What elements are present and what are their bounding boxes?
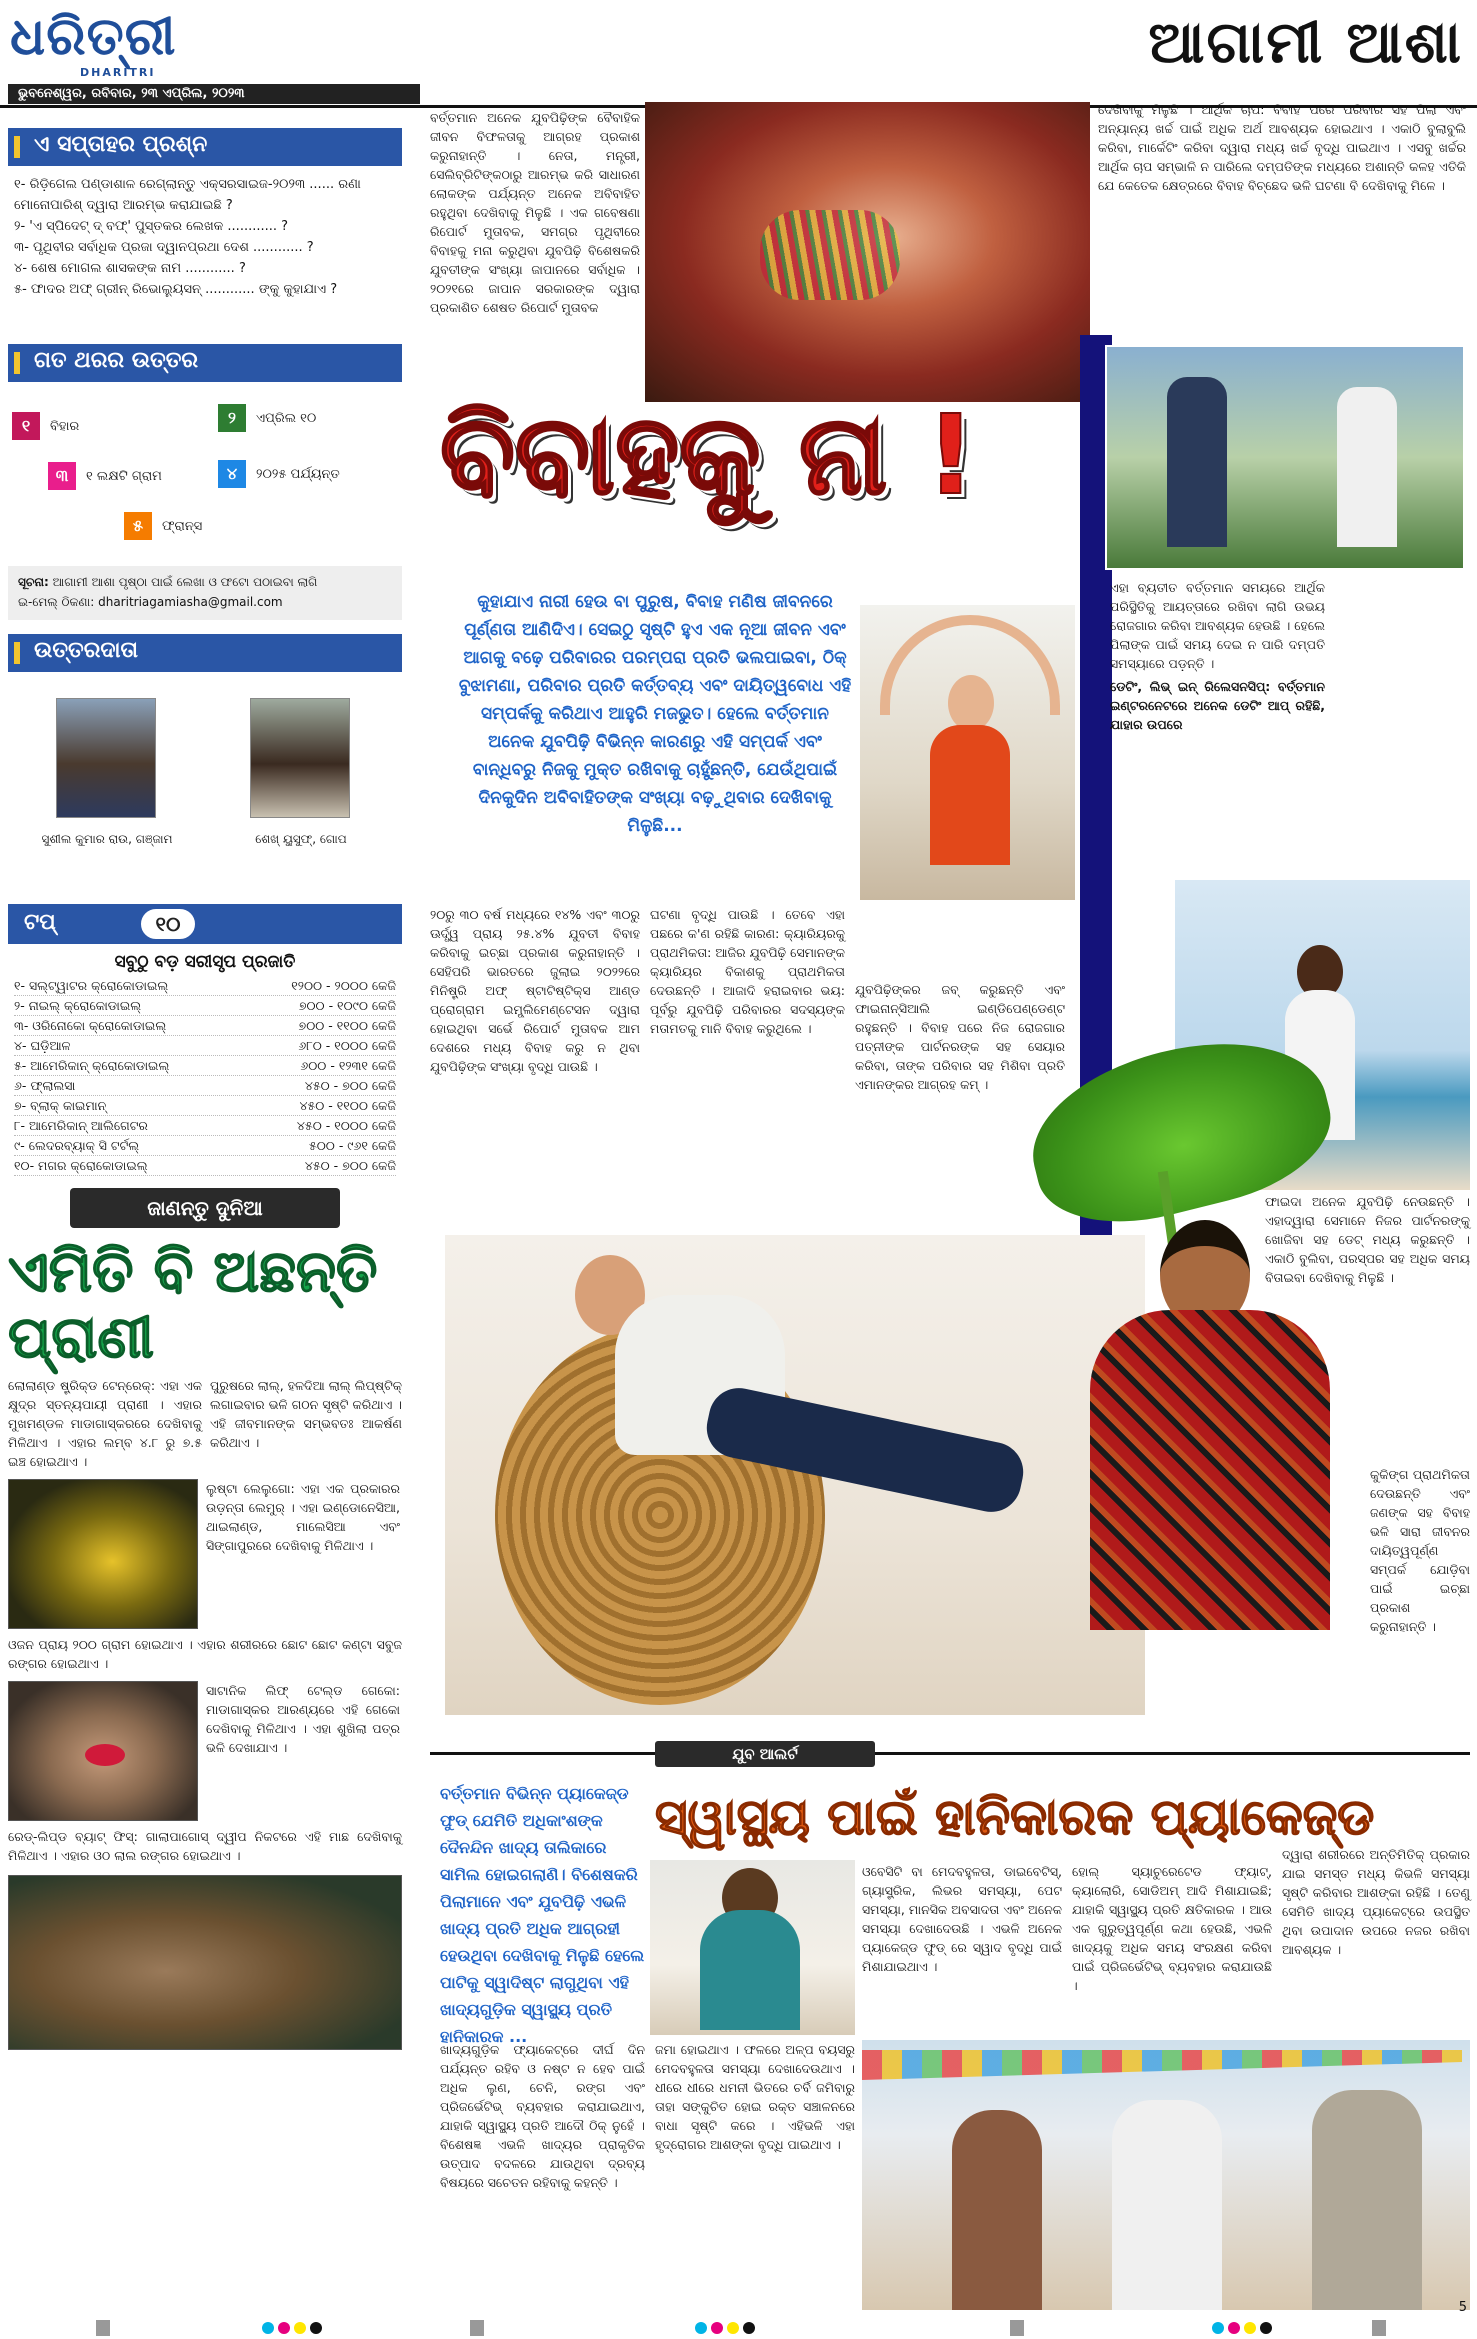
- article-paragraph: ସାଟାନିକ ଲିଫ୍ ଟେଲ୍ଡ ଗେକୋ: ମାଡାଗାସ୍କର ଆରଣ୍ୟରେ ଏହି ଗେକୋ ଦେଖିବାକୁ ମିଳିଥାଏ । ଏହା ଶୁଖିଲା ପତ୍ର ଭଳି ଦେଖାଯାଏ ।: [206, 1683, 400, 1755]
- figure-head: [948, 675, 994, 731]
- notice-text: ଆଗାମୀ ଆଶା ପୃଷ୍ଠା ପାଇଁ ଲେଖା ଓ ଫଟୋ ପଠାଇବା ଲାଗି: [52, 575, 318, 589]
- question: ମୋନୋପାରିଶ୍ ଦ୍ୱାରା ଆରମ୍ଭ କରାଯାଇଛି ?: [14, 198, 233, 213]
- quiz-header: [8, 128, 402, 166]
- article-paragraph: ଲୁଷ୍ଟା ଲେଲୁଗୋ: ଏହା ଏକ ପ୍ରକାରର ଉଡ଼ନ୍ତା ଲେମୁର୍ । ଏହା ଇଣ୍ଡୋନେସିଆ, ଥାଇଲାଣ୍ଡ, ମାଲେସିଆ ଏବଂ ସିଙ୍ଗାପୁରରେ ଦେଖିବାକୁ ମିଳିଥାଏ ।: [206, 1481, 400, 1553]
- list-item: [14, 1076, 396, 1096]
- item-name: ୨- ନାଇଲ୍ କ୍ରୋକୋଡାଇଲ୍: [14, 998, 142, 1013]
- animals-row-2: [8, 1479, 402, 1629]
- cheering-man-photo: [860, 605, 1075, 900]
- item-value: ୭୦୦ - ୧୦୯୦ କେଜି: [298, 998, 396, 1013]
- logo-subtext: DHARITRI: [80, 66, 156, 79]
- article-paragraph: ଫାଇଦା ଅନେକ ଯୁବପିଢ଼ି ନେଉଛନ୍ତି । ଏହାଦ୍ୱାରା ସେମାନେ ନିଜର ପାର୍ଟନରଙ୍କୁ ଖୋଜିବା ସହ ଡେଟ୍ ମଧ୍ୟ କରୁଛନ୍ତି । ଏକାଠି ବୁଲିବା, ପରସ୍ପର ସହ ଅଧିକ ସମୟ ବିତାଇବା ଦେଖିବାକୁ ମିଳୁଛି ।: [1265, 1194, 1470, 1285]
- list-item: [14, 1116, 396, 1136]
- registration-mark: [96, 2320, 110, 2336]
- answer-text: ଫ୍ରାନ୍ସ: [162, 518, 203, 534]
- item-name: ୩- ଓରିନୋକୋ କ୍ରୋକୋଡାଇଲ୍: [14, 1018, 167, 1033]
- masthead: [0, 0, 1477, 108]
- batfish-photo: [8, 1681, 198, 1821]
- color-registration-dots: [262, 2322, 322, 2334]
- color-registration-dots: [695, 2322, 755, 2334]
- person-figure: [1112, 2100, 1222, 2310]
- person-figure: [1337, 387, 1397, 547]
- list-item: [14, 1156, 396, 1176]
- responder-name: ଶେଖ୍ ୟୁସୁଫ୍, ଗୋପ: [255, 832, 347, 846]
- top10-label: ଟପ୍: [24, 910, 56, 935]
- woman-leaf-photo: [1030, 1050, 1420, 1630]
- item-value: ୪୫୦ - ୭୦୦ କେଜି: [304, 1078, 396, 1093]
- answer-number: ୨: [218, 404, 246, 432]
- quiz-questions: [8, 166, 402, 344]
- section-divider: [430, 1752, 1470, 1755]
- item-value: ୪୫୦ - ୧୧୦୦ କେଜି: [299, 1098, 396, 1113]
- paragraph-subhead: ଡେଟିଂ, ଲିଭ୍ ଇନ୍ ରିଲେସନସିପ୍: ବର୍ତ୍ତମାନ ଇଣ୍ଟରନେଟରେ ଅନେକ ଡେଟିଂ ଆପ୍ ରହିଛି, ଯାହାର ଉପରେ: [1110, 679, 1325, 732]
- item-value: ୭୦୦ - ୧୧୦୦ କେଜି: [298, 1018, 396, 1033]
- article-paragraph: ୨୦ରୁ ୩୦ ବର୍ଷ ମଧ୍ୟରେ ୧୪% ଏବଂ ୩୦ରୁ ଊର୍ଦ୍ଧ୍ୱ ପ୍ରାୟ ୨୫.୪% ଯୁବତୀ ବିବାହ କରିବାକୁ ଇଚ୍ଛା ପ୍ରକାଶ କରୁନାହାନ୍ତି । ସେହିପରି ଭାରତରେ ଜୁଲାଇ ୨୦୨୨ରେ ମିନିଷ୍ଟ୍ରି ଅଫ୍ ଷ୍ଟାଟିଷ୍ଟିକ୍ସ ଆଣ୍ଡ ପ୍ରୋଗ୍ରାମ ଇମ୍ପ୍ଲିମେଣ୍ଟେସନ ଦ୍ୱାରା ହୋଇଥିବା ସର୍ଭେ ରିପୋର୍ଟ ମୁତାବକ ଆମ ଦେଶରେ ମଧ୍ୟ ବିବାହ କରୁ ନ ଥିବା ଯୁବପିଢ଼ିଙ୍କ ସଂଖ୍ୟା ବୃଦ୍ଧି ପାଉଛି ।: [430, 907, 640, 1074]
- girl-phone-photo: [650, 1860, 855, 2035]
- item-name: ୭- ବ୍ଲାକ୍ କାଇମାନ୍: [14, 1098, 107, 1113]
- article-paragraph: ଯୁବପିଢ଼ିଙ୍କର ଜବ୍ କରୁଛନ୍ତି ଏବଂ ଫାଇନାନ୍ସିଆଲି ଇଣ୍ଡିପେଣ୍ଡେଣ୍ଟ ରହୁଛନ୍ତି । ବିବାହ ପରେ ନିଜ ରୋଜଗାର ପତ୍ନୀଙ୍କ ପାର୍ଟନରଙ୍କ ସହ ସେୟାର କରିବା, ତାଙ୍କ ପରିବାର ସହ ମିଶିବା ପ୍ରତି ଏମାନଙ୍କର ଆଗ୍ରହ କମ୍ ।: [855, 982, 1065, 1092]
- item-value: ୬୮୦ - ୧୦୦୦ କେଜି: [298, 1038, 396, 1053]
- leaf-umbrella: [1015, 1016, 1345, 1244]
- list-item: [14, 1036, 396, 1056]
- notice-email[interactable]: ଇ-ମେଲ୍ ଠିକଣା: dharitriagamiasha@gmail.com: [18, 595, 283, 609]
- article-paragraph: ଲୋଲାଣ୍ଡ ଷ୍ଟ୍ରିକ୍ଡ ଟେନ୍ରେକ୍: ଏହା ଏକ କ୍ଷୁଦ୍ର ସ୍ତନ୍ୟପାୟୀ ପ୍ରାଣୀ । ଏହାର ମୁଖମଣ୍ଡଳ ମାଡାଗାସ୍କରରେ ଦେଖିବାକୁ ମିଳିଥାଏ । ଏହାର ଲମ୍ବ ୪.୮ ରୁ ୭.୫ ଇଞ୍ଚ ହୋଇଥାଏ ।: [8, 1378, 202, 1469]
- item-name: ୧- ସଲ୍ଟ୍‌ୱାଟର କ୍ରୋକୋଡାଇଲ୍: [14, 978, 169, 993]
- responders-title: ଉତ୍ତରଦାତା: [34, 638, 139, 663]
- article-paragraph: ଖାଦ୍ୟଗୁଡ଼ିକ ଫ୍ୟାକେଟ୍‌ରେ ଦୀର୍ଘ ଦିନ ପର୍ଯ୍ୟନ୍ତ ରହିବ ଓ ନଷ୍ଟ ନ ହେବ ପାଇଁ ଅଧିକ ଲୁଣ, ଚେନି, ରଙ୍ଗ ଏବଂ ପ୍ରିଜର୍ଭେଟିଭ୍ ବ୍ୟବହାର କରାଯାଇଥାଏ, ଯାହାକି ସ୍ୱାସ୍ଥ୍ୟ ପ୍ରତି ଆଦୌ ଠିକ୍ ନୁହେଁ । ବିଶେଷଜ୍ଞ ଏଭଳି ଖାଦ୍ୟର ପ୍ରାକୃତିକ ଉତ୍ପାଦ ବଦଳରେ ଯାଉଥିବା ଦ୍ରବ୍ୟ ବିଷୟରେ ସଚେତନ ରହିବାକୁ କହନ୍ତି ।: [440, 2042, 645, 2190]
- logo-text: ଧରିତ୍ରୀ: [10, 7, 177, 67]
- item-name: ୬- ଫ୍ଲାଲସା: [14, 1078, 76, 1093]
- registration-mark: [1010, 2320, 1024, 2336]
- answer-text: ବିହାର: [50, 418, 80, 434]
- answer-text: ୧ ଲକ୍ଷଟି ଗ୍ରାମ: [86, 468, 162, 484]
- question: ୪- ଶେଷ ମୋଗଲ ଶାସକଙ୍କ ନାମ ............ ?: [14, 261, 246, 276]
- question: ୨- 'ଏ ସ୍ପିଦେଟ୍ ଦ୍ ବଫ୍' ପୁସ୍ତକର ଲେଖକ ............ ?: [14, 219, 289, 234]
- page-number: 5: [1458, 2300, 1467, 2315]
- animals-row-1: [8, 1376, 402, 1471]
- answers-title: ଗତ ଥରର ଉତ୍ତର: [34, 348, 199, 373]
- figure-body: [1090, 1310, 1330, 1630]
- section-tag: ଯୁବ ଆଲର୍ଟ: [655, 1741, 875, 1767]
- list-item: [14, 1056, 396, 1076]
- answer-text: ୨୦୨୫ ପର୍ଯ୍ୟନ୍ତ: [256, 466, 340, 482]
- couple-phones-photo: [1105, 345, 1465, 570]
- answer-item: [124, 512, 202, 540]
- item-name: ୪- ଘଡ଼ିଆଳ: [14, 1038, 71, 1053]
- answer-item: [218, 460, 340, 488]
- figure-body: [930, 725, 1010, 865]
- bunting-flags: [862, 2050, 1462, 2080]
- item-value: ୪୫୦ - ୭୦୦ କେଜି: [304, 1158, 396, 1173]
- lead-text: ବର୍ତ୍ତମାନ ଅନେକ ଯୁବପିଢ଼ିଙ୍କ ବୈବାହିକ ଜୀବନ ବିଫଳତାକୁ ଆଗ୍ରହ ପ୍ରକାଶ କରୁନାହାନ୍ତି । ନେତା, ମନ୍ତ୍ରୀ, ସେଲିବ୍ରିଟିଙ୍କଠାରୁ ଆରମ୍ଭ କରି ସାଧାରଣ ଲୋକଙ୍କ ପର୍ଯ୍ୟନ୍ତ ଅନେକ ଅବିବାହିତ ରହୁଥିବା ଦେଖିବାକୁ ମିଳୁଛି । ଏକ ଗବେଷଣା ରିପୋର୍ଟ ମୁତାବକ, ସମଗ୍ର ପୃଥିବୀରେ ବିବାହକୁ ମନା କରୁଥିବା ଯୁବପିଢ଼ି ବିଶେଷକରି ଯୁବତୀଙ୍କ ସଂଖ୍ୟା ଜାପାନରେ ସର୍ବାଧିକ । ୨୦୨୧ରେ ଜାପାନ ସରକାରଙ୍କ ଦ୍ୱାରା ପ୍ରକାଶିତ ଶେଷତ ରିପୋର୍ଟ ମୁତାବକ: [430, 110, 640, 315]
- notice-box: [8, 566, 402, 620]
- person-figure: [952, 2110, 1042, 2310]
- feature-blurb: କୁହାଯାଏ ନାରୀ ହେଉ ବା ପୁରୁଷ, ବିବାହ ମଣିଷ ଜୀବନରେ ପୂର୍ଣ୍ଣତା ଆଣିଦିଏ। ସେଇଠୁ ସୃଷ୍ଟି ହୁଏ ଏକ ନୂଆ ଜୀବନ ଏବଂ ଆଗକୁ ବଢ଼େ ପରିବାରର ପରମ୍ପରା ପ୍ରତି ଭଲପାଇବା, ଠିକ୍ ବୁଝାମଣା, ପରିବାର ପ୍ରତି କର୍ତ୍ତବ୍ୟ ଏବଂ ଦାୟିତ୍ୱବୋଧ ଏହି ସମ୍ପର୍କକୁ କରିଥାଏ ଆହୁରି ମଜଭୁତ। ହେଲେ ବର୍ତ୍ତମାନ ଅନେକ ଯୁବପିଢ଼ି ବିଭିନ୍ନ କାରଣରୁ ଏହି ସମ୍ପର୍କ ଏବଂ ବାନ୍ଧିବରୁ ନିଜକୁ ମୁକ୍ତ ରଖିବାକୁ ଚାହୁଁଛନ୍ତି, ଯେଉଁଥିପାଇଁ ଦିନକୁଦିନ ଅବିବାହିତଙ୍କ ସଂଖ୍ୟା ବଢ଼ୁଥିବାର ଦେଖିବାକୁ ମିଳୁଛି...: [458, 592, 852, 836]
- pizza-friends-photo: [862, 2040, 1470, 2310]
- section-title: ଆଗାମୀ ଆଶା: [1148, 8, 1463, 76]
- top10-subtitle: ସବୁଠୁ ବଡ଼ ସରୀସୃପ ପ୍ରଜାତି: [114, 952, 296, 972]
- registration-mark: [470, 2320, 484, 2336]
- animals-headline: ଏମିତି ବି ଅଛନ୍ତି ପ୍ରାଣୀ: [8, 1237, 378, 1371]
- answer-number: ୧: [12, 412, 40, 440]
- lead-paragraph: [430, 108, 640, 317]
- question: ୧- ରିଡ଼ିଗେଲ ପଣ୍ଡାଶାଳ ରେଗ୍ଲାନ୍ତୁ ଏକ୍ସରସାଇଜ-୨୦୨୩ ...... ରଣା: [14, 177, 361, 192]
- food-headline: ସ୍ୱାସ୍ଥ୍ୟ ପାଇଁ ହାନିକାରକ ପ୍ୟାକେଜ୍ଡ: [655, 1788, 1375, 1846]
- question: ୩- ପୃଥିବୀର ସର୍ବାଧିକ ପ୍ରଜା ଦ୍ୱାନପ୍ରଥା ଦେଶ ............ ?: [14, 240, 314, 255]
- gecko-photo: [8, 1875, 402, 2050]
- responders-header: [8, 634, 402, 672]
- food-blurb: ବର୍ତ୍ତମାନ ବିଭିନ୍ନ ପ୍ୟାକେଜ୍ଡ ଫୁଡ୍ ଯେମିତି ଅଧିକାଂଶଙ୍କ ଦୈନନ୍ଦିନ ଖାଦ୍ୟ ତାଲିକାରେ ସାମିଲ ହୋଇଗଲାଣି। ବିଶେଷକରି ପିଲାମାନେ ଏବଂ ଯୁବପିଢ଼ି ଏଭଳି ଖାଦ୍ୟ ପ୍ରତି ଅଧିକ ଆଗ୍ରହୀ ହେଉଥିବା ଦେଖିବାକୁ ମିଳୁଛି ହେଲେ ପାଟିକୁ ସ୍ୱାଦିଷ୍ଟ ଲାଗୁଥିବା ଏହି ଖାଦ୍ୟଗୁଡ଼ିକ ସ୍ୱାସ୍ଥ୍ୟ ପ୍ରତି ହାନିକାରକ ...: [440, 1784, 645, 2046]
- left-column: [8, 128, 402, 2278]
- quiz-title: ଏ ସପ୍ତାହର ପ୍ରଶ୍ନ: [34, 132, 208, 157]
- responder-photo: [250, 698, 350, 818]
- responder-name: ସୁଶୀଲ କୁମାର ରାଉ, ଗଞ୍ଜାମ: [41, 832, 173, 846]
- article-paragraph: ଘଟଣା ବୃଦ୍ଧି ପାଉଛି । ତେବେ ଏହା ପଛରେ କ'ଣ ରହିଛି କାରଣ: କ୍ୟାରିୟରକୁ ପ୍ରାଥମିକତା: ଆଜିର ଯୁବପିଢ଼ି ସେମାନଙ୍କ କ୍ୟାରିୟର ବିକାଶକୁ ପ୍ରାଥମିକତା ଦେଉଛନ୍ତି । ଆଜାଦି ହରାଇବାର ଭୟ: ପୂର୍ବରୁ ଯୁବପିଢ଼ି ପରିବାରର ସଦସ୍ୟଙ୍କ ମତାମତକୁ ମାନି ବିବାହ କରୁଥିଲେ ।: [650, 907, 845, 1036]
- answer-text: ଏପ୍ରିଲ ୧୦: [256, 410, 317, 426]
- list-item: [14, 1136, 396, 1156]
- list-item: [14, 996, 396, 1016]
- top10-number: ୧୦: [138, 906, 198, 942]
- section-banner: ଜାଣନ୍ତୁ ଦୁନିଆ: [70, 1188, 340, 1228]
- item-value: ୧୨୦୦ - ୨୦୦୦ କେଜି: [291, 978, 396, 993]
- top10-header: [8, 904, 402, 944]
- article-paragraph: ପୁରୁଷରେ ଲାଲ୍, ହଳଦିଆ ଲାଲ୍ ଲିପ୍‌ଷ୍ଟିକ୍ ଲଗାଇବାର ଭଳି ଗଠନ ସୃଷ୍ଟି କରିଥାଏ । ଏହି ଜୀବମାନଙ୍କ ସମ୍ଭବତଃ ଆକର୍ଷଣ କରିଥାଏ ।: [210, 1378, 402, 1450]
- animals-row-3: [8, 1681, 402, 1821]
- dateline: ଭୁବନେଶ୍ୱର, ରବିବାର, ୨୩ ଏପ୍ରିଲ, ୨୦୨୩: [8, 84, 420, 104]
- article-paragraph: ରେଡ୍-ଲିପ୍ଡ ବ୍ୟାଟ୍ ଫିସ୍: ଗାଲାପାଗୋସ୍ ଦ୍ୱୀପ ନିକଟରେ ଏହି ମାଛ ଦେଖିବାକୁ ମିଳିଥାଏ । ଏହାର ଓଠ ଲାଲ ରଙ୍ଗର ହୋଇଥାଏ ।: [8, 1829, 402, 1863]
- top10-list: [8, 976, 402, 1176]
- answer-number: ୫: [124, 512, 152, 540]
- article-paragraph: ଓବେସିଟି ବା ମେଦବହୁଳତା, ଡାଇବେଟିସ୍, ଗ୍ୟାସ୍ଟ୍ରିକ, ଲିଭର ସମସ୍ୟା, ପେଟ ସମସ୍ୟା, ମାନସିକ ଅବସାଦତା ଏବଂ ଅନେକ ସମସ୍ୟା ଦେଖାଦେଉଛି । ଏଭଳି ଅନେକ ପ୍ୟାକେଜ୍ଡ ଫୁଡ୍ ରେ ସ୍ୱାଦ ବୃଦ୍ଧି ପାଇଁ ମିଶାଯାଇଥାଏ ।: [862, 1864, 1062, 1974]
- responder-photo: [56, 698, 156, 818]
- article-paragraph: ହୋଲ୍ ସ୍ୟାଚୁରେଟେଡ ଫ୍ୟାଟ୍, କ୍ୟାଲୋରି, ସୋଡିଅମ୍ ଆଦି ମିଶାଯାଇଛି; ଯାହାକି ସ୍ୱାସ୍ଥ୍ୟ ପ୍ରତି କ୍ଷତିକାରକ । ଆଉ ଏକ ଗୁରୁତ୍ୱପୂର୍ଣ୍ଣ କଥା ହେଉଛି, ଏଭଳି ଖାଦ୍ୟକୁ ଅଧିକ ସମୟ ସଂରକ୍ଷଣ କରିବା ପାଇଁ ପ୍ରିଜର୍ଭେଟିଭ୍ ବ୍ୟବହାର କରାଯାଉଛି ।: [1072, 1864, 1272, 1993]
- registration-mark: [1372, 2320, 1386, 2336]
- list-item: [14, 1016, 396, 1036]
- answer-item: [48, 462, 162, 490]
- person-figure: [1167, 377, 1227, 547]
- person-figure: [1312, 2090, 1422, 2310]
- list-item: [14, 1096, 396, 1116]
- tenrec-photo: [8, 1479, 198, 1629]
- list-item: [14, 976, 396, 996]
- item-name: ୧୦- ମଗର କ୍ରୋକୋଡାଇଲ୍: [14, 1158, 148, 1173]
- wedding-hands-photo: [645, 102, 1090, 402]
- article-paragraph: ଦ୍ୱାରା ଶରୀରରେ ଅନ୍ତିମିତିକ୍ ପ୍ରକାର ଯାଇ ସମସ୍ତ ମଧ୍ୟ କିଭଳି ସମସ୍ୟା ସୃଷ୍ଟି କରିବାର ଆଶଙ୍କା ରହିଛି । ତେଣୁ ସେମିତି ଖାଦ୍ୟ ପ୍ୟାକେଟ୍‌ରେ ଉପସ୍ଥିତ ଥିବା ଉପାଦାନ ଉପରେ ନଜର ରଖିବା ଆବଶ୍ୟକ ।: [1282, 1847, 1470, 1957]
- notice-label: ସୂଚନା:: [18, 575, 49, 589]
- article-paragraph: ଓଜନ ପ୍ରାୟ ୨୦୦ ଗ୍ରାମ ହୋଇଥାଏ । ଏହାର ଶରୀରରେ ଛୋଟ ଛୋଟ କଣ୍ଟା ସବୁଜ ରଙ୍ଗର ହୋଇଥାଏ ।: [8, 1637, 402, 1671]
- answer-number: ୩: [48, 462, 76, 490]
- item-name: ୯- ଲେଦରବ୍ୟାକ୍ ସି ଟର୍ଟଲ୍: [14, 1138, 140, 1153]
- article-paragraph: କୁକିଙ୍ଗ ପ୍ରାଥମିକତା ଦେଉଛନ୍ତି ଏବଂ ଜଣଙ୍କ ସହ ବିବାହ ଭଳି ସାରା ଜୀବନର ଦାୟିତ୍ୱପୂର୍ଣ୍ଣ ସମ୍ପର୍କ ଯୋଡ଼ିବା ପାଇଁ ଇଚ୍ଛା ପ୍ରକାଶ କରୁନାହାନ୍ତି ।: [1370, 1467, 1470, 1634]
- color-registration-dots: [1212, 2322, 1272, 2334]
- article-paragraph: ଜମା ହୋଇଥାଏ । ଫଳରେ ଅଳ୍ପ ବୟସରୁ ମେଦବହୁଳତା ସମସ୍ୟା ଦେଖାଦେଉଥାଏ । ଧୀରେ ଧୀରେ ଧମନୀ ଭିତରେ ଚର୍ବି ଜମିବାରୁ ତାହା ସଙ୍କୁଚିତ ହୋଇ ରକ୍ତ ସଞ୍ଚାଳନରେ ବାଧା ସୃଷ୍ଟି କରେ । ଏହିଭଳି ଏହା ହୃଦ୍‌ରୋଗର ଆଶଙ୍କା ବୃଦ୍ଧି ପାଇଥାଏ ।: [655, 2042, 855, 2152]
- bangles-detail: [760, 210, 900, 300]
- item-name: ୫- ଆମେରିକାନ୍ କ୍ରୋକୋଡାଇଲ୍: [14, 1058, 170, 1073]
- main-headline: ବିବାହକୁ ନା !: [440, 391, 976, 519]
- item-value: ୪୫୦ - ୧୦୦୦ କେଜି: [296, 1118, 396, 1133]
- item-value: ୫୦୦ - ୯୬୧ କେଜି: [308, 1138, 396, 1153]
- answers-grid: [8, 382, 402, 562]
- item-value: ୬୦୦ - ୧୨୩୧ କେଜି: [300, 1058, 396, 1073]
- paragraph-text: ଏହା ବ୍ୟତୀତ ବର୍ତ୍ତମାନ ସମୟରେ ଆର୍ଥିକ ପରିସ୍ଥିତିକୁ ଆୟତ୍ତାରେ ରଖିବା ଲାଗି ଉଭୟ ରୋଜଗାର କରିବା ଆବଶ୍ୟକ ହେଉଛି । ହେଲେ ପିଲାଙ୍କ ପାଇଁ ସମୟ ଦେଇ ନ ପାରି ଦମ୍ପତି ସମସ୍ୟାରେ ପଡ଼ନ୍ତି ।: [1110, 580, 1325, 671]
- article-paragraph: [1110, 578, 1325, 734]
- answers-header: [8, 344, 402, 382]
- responders-area: [8, 672, 402, 904]
- figure-body: [700, 1910, 800, 2030]
- answer-item: [12, 412, 79, 440]
- question: ୫- ଫାଦର ଅଫ୍ ଗ୍ରୀନ୍ ରିଭୋଲ୍ୟୁସନ୍ ............ ଙ୍କୁ କୁହାଯାଏ ?: [14, 282, 338, 297]
- logo: [10, 8, 210, 78]
- article-paragraph: ଦେଖିବାକୁ ମିଳୁଛି । ଆର୍ଥିକ ଚାପ: ବିବାହ ପରେ ପରିବାର ସହ ପିଲା ଏବଂ ଅନ୍ୟାନ୍ୟ ଖର୍ଚ୍ଚ ପାଇଁ ଅଧିକ ଅର୍ଥ ଆବଶ୍ୟକ ହୋଇଥାଏ । ଏକାଠି ବୁଲାବୁଲି କରିବା, ମାର୍କେଟିଂ କରିବା ଦ୍ୱାରା ମଧ୍ୟ ଖର୍ଚ୍ଚ ବୃଦ୍ଧି ପାଇଥାଏ । ଏସବୁ ଖର୍ଚ୍ଚର ଆର୍ଥିକ ଚାପ ସମ୍ଭାଳି ନ ପାରିଲେ ଦମ୍ପତିଙ୍କ ମଧ୍ୟରେ ଅଶାନ୍ତି କଳହ ଏତିକି ଯେ କେତେକ କ୍ଷେତ୍ରରେ ବିବାହ ବିଚ୍ଛେଦ ଭଳି ଘଟଣା ବି ଦେଖିବାକୁ ମିଳେ ।: [1098, 102, 1466, 193]
- answer-item: [218, 404, 316, 432]
- answer-number: ୪: [218, 460, 246, 488]
- item-name: ୮- ଆମେରିକାନ୍ ଆଲିଗେଟର: [14, 1118, 148, 1133]
